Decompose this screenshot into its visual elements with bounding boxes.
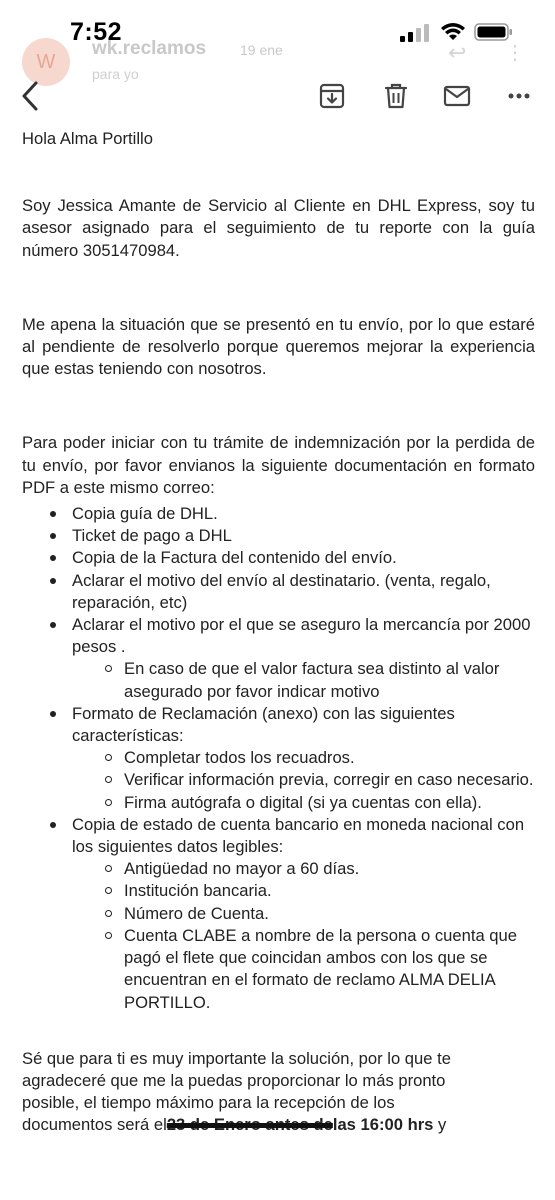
sub-list-item: Cuenta CLABE a nombre de la persona o cuenta que pagó el flete que coincidan ambos con los que se encuentran en el formato de reclamo ALMA DELIA PORTILLO. [124, 925, 535, 1014]
sub-list-item: Antigüedad no mayor a 60 días. [124, 858, 535, 880]
apology-paragraph: Me apena la situación que se presentó en tu envío, por lo que estaré al pendiente de resolverlo porque queremos mejorar la experiencia que estas teniendo con nosotros. [22, 314, 535, 379]
reply-icon: ↩ [448, 40, 467, 65]
sub-list [72, 658, 535, 702]
sub-list-item: Completar todos los recuadros. [124, 747, 535, 769]
header-more-icon: ⋮ [505, 42, 525, 64]
back-button[interactable] [10, 74, 50, 118]
struck-deadline: 23 de Enero antes de [166, 1115, 333, 1135]
list-item: Copia guía de DHL. [72, 503, 535, 525]
deadline-time: las 16:00 hrs [332, 1115, 434, 1135]
document-list [22, 503, 535, 1014]
archive-icon [318, 82, 346, 110]
list-item: Copia de la Factura del contenido del envío. [72, 547, 535, 569]
list-item: Ticket de pago a DHL [72, 525, 535, 547]
closing-paragraph: Sé que para ti es muy importante la solución, por lo que te agradeceré que me la puedas proporcionar lo más pronto posible, el tiempo máximo para la recepción de los documentos será el23 de Enero antes delas 16:00 hrs y [22, 1048, 451, 1135]
list-item: Aclarar el motivo por el que se aseguro la mercancía por 2000 pesos . En caso de que el valor factura sea distinto al valor asegurado por favor indicar motivo [72, 614, 535, 703]
list-item: Formato de Reclamación (anexo) con las siguientes características: Completar todos los recuadros. Verificar información previa, corregir en caso necesario. Firma autógrafa o digital (si ya cuentas con ella). [72, 703, 535, 814]
archive-button[interactable] [312, 74, 352, 118]
sub-list-item: Firma autógrafa o digital (si ya cuentas con ella). [124, 792, 535, 814]
request-paragraph: Para poder iniciar con tu trámite de indemnización por la perdida de tu envío, por favor envianos la siguiente documentación en formato PDF a este mismo correo: [22, 433, 535, 497]
mail-icon [443, 84, 471, 108]
sender-name: wk.reclamos [92, 38, 207, 59]
status-time: 7:52 [70, 18, 123, 46]
intro-paragraph: Soy Jessica Amante de Servicio al Cliente en DHL Express, soy tu asesor asignado para el seguimiento de tu reporte con la guía número 3051470984. [22, 196, 535, 260]
more-icon [507, 92, 531, 100]
list-item: Copia de estado de cuenta bancario en moneda nacional con los siguientes datos legibles: Antigüedad no mayor a 60 días. Institución bancaria. Número de Cuenta. Cuenta CLABE a nombre de la persona o cuenta que pagó el flete que coincidan ambos con los que se encuentran en el formato de reclamo ALMA DELIA PORTILLO. [72, 814, 535, 1014]
email-toolbar [0, 68, 555, 126]
trash-icon [383, 82, 409, 110]
list-item: Aclarar el motivo del envío al destinatario. (venta, regalo, reparación, etc) [72, 570, 535, 614]
email-date: 19 ene [240, 42, 283, 58]
sub-list [72, 747, 535, 814]
recipient-label: para yo [92, 66, 139, 82]
sub-list [72, 858, 535, 1013]
back-icon [19, 80, 41, 112]
mark-unread-button[interactable] [437, 74, 477, 118]
sub-list-item: Número de Cuenta. [124, 903, 535, 925]
sub-list-item: Institución bancaria. [124, 880, 535, 902]
more-options-button[interactable] [499, 74, 539, 118]
delete-button[interactable] [376, 74, 416, 118]
sub-list-item: Verificar información previa, corregir en caso necesario. [124, 769, 535, 791]
email-greeting: Hola Alma Portillo [22, 129, 153, 148]
sender-avatar: W [22, 38, 70, 86]
email-body [22, 128, 535, 1137]
sub-list-item: En caso de que el valor factura sea distinto al valor asegurado por favor indicar motivo [124, 658, 535, 702]
